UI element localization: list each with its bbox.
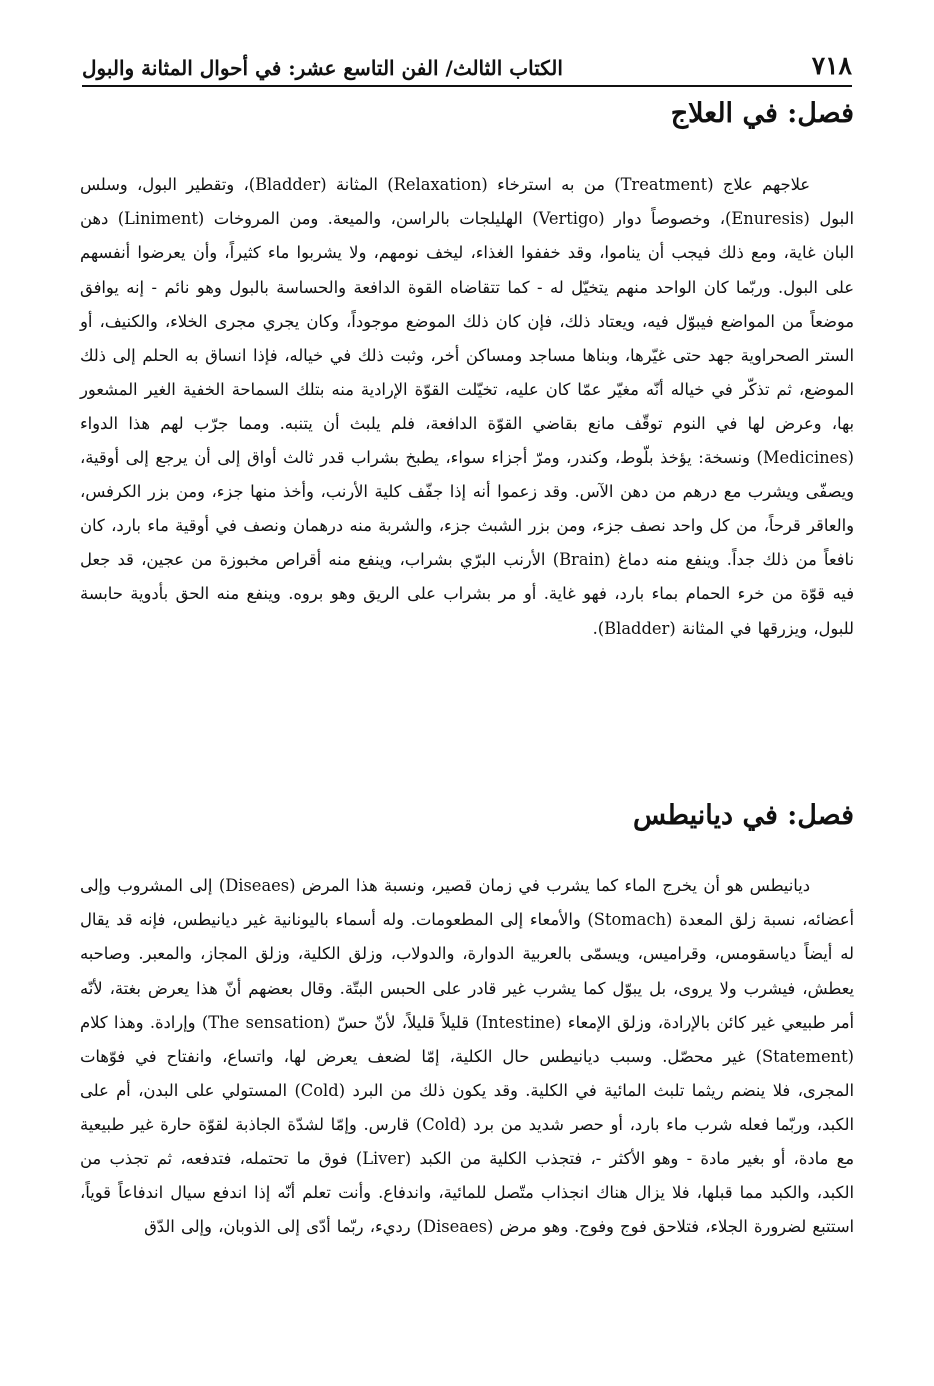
header-title: الكتاب الثالث/ الفن التاسع عشر: في أحوال المثانة والبول bbox=[82, 56, 563, 80]
section-heading-diabetes: فصل: في ديانيطس bbox=[633, 800, 854, 831]
header-rule bbox=[82, 85, 852, 87]
paragraph-treatment: علاجهم علاج (Treatment) من به استرخاء (Relaxation) المثانة (Bladder)، وتقطير البول، وسلس البول (Enuresis)، وخصوصاً دوار (Vertigo) الهليلجات بالراسن، والميعة. ومن المروخات (Liniment) دهن البان غاية، ومع ذلك فيجب أن يناموا، وقد خففوا الغذاء، ليخف نومهم، ولا يشربوا ماء كثيراً، وأن يعرضوا أنفسهم على البول. وربّما كان الواحد منهم يتخيّل له - كما تتقاضاه القوة الدافعة والحساسة بالبول وهو نائم - إنه يوافق موضعاً من المواضع فيبوّل فيه، ويعتاد ذلك، فإن كان ذلك الموضع موجوداً، وكان يجري مجرى الخلاء، والكنيف، أو الستر الصحراوية جهد حتى غيّرها، وبناها مساجد ومساكن أخر، وثبت ذلك في خياله، فإذا انساق به الحلم إلى ذلك الموضع، ثم تذكّر في خياله أنّه مغيّر عمّا كان عليه، تخيّلت القوّة الإرادية منه بتلك السماحة الخفية الغير المشعور بها، وعرض لها في النوم توقّف مانع بقاضي القوّة الدافعة، فلم يلبث أن يتنبه. ومما جرّب لهم هذا الدواء (Medicines) ونسخة: يؤخذ بلّوط، وكندر، ومرّ أجزاء سواء، يطبخ بشراب قدر ثالث أواق إلى أن يرجع إلى أوقية، ويصفّى ويشرب مع درهم من دهن الآس. وقد زعموا أنه إذا جفّف كلية الأرنب، وأخذ منها جزء، ومن بزر الكرفس، والعاقر قرحاً، من كل واحد نصف جزء، ومن بزر الشبث جزء، والشربة منه درهمان ونصف في أوقية ماء بارد، كان نافعاً من ذلك جداً. وينفع منه دماغ (Brain) الأرنب البرّي بشراب، وينفع منه أقراص مخبوزة من عجين، قد جعل فيه قوّة من خرء الحمام بماء بارد، فهو غاية. أو مر بشراب على الريق وهو بروه. وينفع منه الحق بأدوية حابسة للبول، ويزرقها في المثانة (Bladder). bbox=[80, 175, 855, 638]
running-header bbox=[82, 30, 852, 86]
page-number: ٧١٨ bbox=[811, 51, 852, 80]
section-heading-treatment: فصل: في العلاج bbox=[670, 98, 854, 129]
paragraph-diabetes: ديانيطس هو أن يخرج الماء كما يشرب في زمان قصير، ونسبة هذا المرض (Diseaes) إلى المشروب وإلى أعضائه، نسبة زلق المعدة (Stomach) والأمعاء إلى المطعومات. وله أسماء باليونانية غير ديانيطس، فإنه قد يقال له أيضاً دياسقومس، وقراميس، ويسمّى بالعربية الدوارة، والدولاب، وزلق الكلية، وزلق المجاز، والمعبر. وصاحبه يعطش، فيشرب ولا يروى، بل يبوّل كما يشرب غير قادر على الحبس البتّة. وقال بعضهم أنّ هذا يعرض بغتة، لأنّه أمر طبيعي غير كائن بالإرادة، وزلق الإمعاء (Intestine) قليلاً قليلاً، لأنّ حسّ (The sensation) وإرادة. وهذا كلام (Statement) غير محصّل. وسبب ديانيطس حال الكلية، إمّا لضعف يعرض لها، واتساع، وانفتاح في فوّهات المجرى، فلا ينضم ريثما تلبث المائية في الكلية. وقد يكون ذلك من البرد (Cold) المستولي على البدن، أم على الكبد، وربّما فعله شرب ماء بارد، أو حصر شديد من برد (Cold) قارس. وإمّا لشدّة الجاذبة لقوّة حارة غير طبيعية مع مادة، أو بغير مادة - وهو الأكثر -، فتجذب الكلية من الكبد (Liver) فوق ما تحتمله، فتدفعه، ثم تجذب من الكبد، والكبد مما قبلها، فلا يزال هناك انجذاب متّصل للمائية، واندفاع. وأنت تعلم أنّه إذا اندفع سيال اندفاعاً قوياً، استتبع لضرورة الجلاء، فتلاحق فوج وفوج. وهو مرض (Diseaes) رديء، ربّما أدّى إلى الذوبان، وإلى الدّق bbox=[80, 876, 855, 1237]
